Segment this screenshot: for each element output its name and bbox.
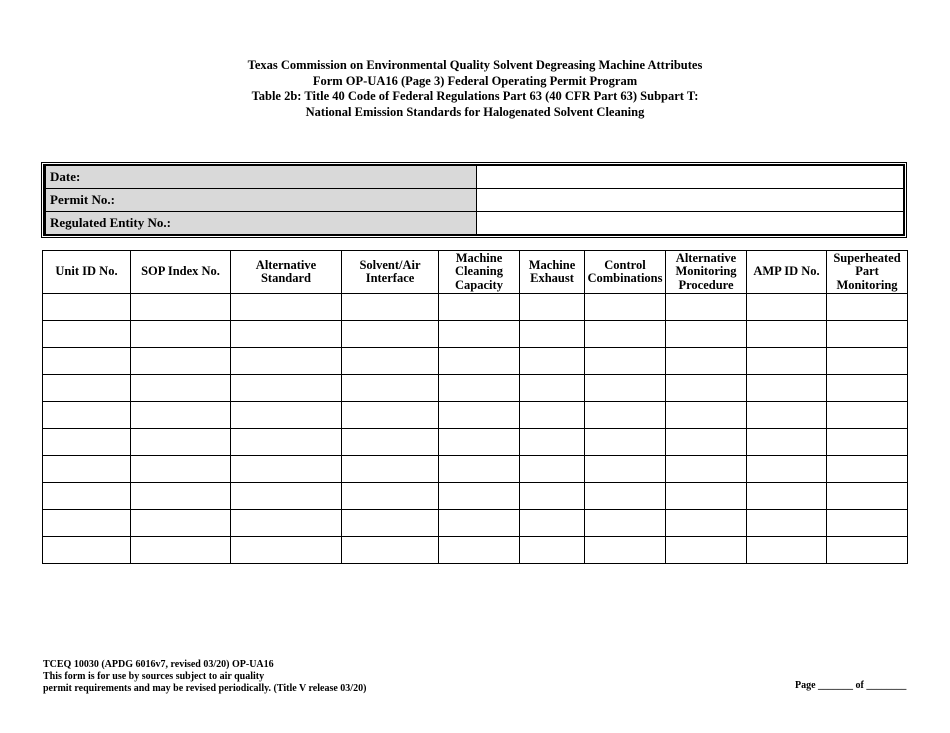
- attributes-table: [42, 250, 908, 564]
- table-cell[interactable]: [231, 510, 342, 537]
- title-line-2: Form OP-UA16 (Page 3) Federal Operating Permit Program: [312, 73, 638, 88]
- table-cell[interactable]: [231, 348, 342, 375]
- table-cell[interactable]: [43, 429, 131, 456]
- table-cell[interactable]: [131, 294, 231, 321]
- table-cell[interactable]: [585, 402, 666, 429]
- col-solvent-air-interface: Solvent/Air Interface: [342, 251, 439, 294]
- table-row: [43, 348, 908, 375]
- col-amp-id: AMP ID No.: [747, 251, 827, 294]
- table-cell[interactable]: [43, 483, 131, 510]
- table-cell[interactable]: [747, 456, 827, 483]
- table-cell[interactable]: [827, 537, 908, 564]
- table-cell[interactable]: [585, 510, 666, 537]
- table-row: [43, 321, 908, 348]
- table-cell[interactable]: [585, 348, 666, 375]
- footer-line-3: permit requirements and may be revised periodically. (Title V release 03/20): [43, 683, 367, 694]
- table-cell[interactable]: [747, 294, 827, 321]
- table-cell[interactable]: [520, 456, 585, 483]
- table-row: [43, 429, 908, 456]
- table-cell[interactable]: [131, 348, 231, 375]
- table-cell[interactable]: [520, 483, 585, 510]
- table-cell[interactable]: [342, 483, 439, 510]
- table-cell[interactable]: [520, 348, 585, 375]
- table-cell[interactable]: [43, 321, 131, 348]
- table-cell[interactable]: [666, 294, 747, 321]
- table-cell[interactable]: [827, 294, 908, 321]
- table-cell[interactable]: [585, 429, 666, 456]
- footer-note: [43, 659, 366, 695]
- table-cell[interactable]: [43, 294, 131, 321]
- table-cell[interactable]: [342, 321, 439, 348]
- table-cell[interactable]: [439, 402, 520, 429]
- table-cell[interactable]: [666, 510, 747, 537]
- table-cell[interactable]: [520, 321, 585, 348]
- table-cell[interactable]: [231, 375, 342, 402]
- table-cell[interactable]: [131, 402, 231, 429]
- table-cell[interactable]: [231, 402, 342, 429]
- table-cell[interactable]: [231, 537, 342, 564]
- table-cell[interactable]: [231, 429, 342, 456]
- table-cell[interactable]: [439, 456, 520, 483]
- table-cell[interactable]: [231, 294, 342, 321]
- table-cell[interactable]: [342, 375, 439, 402]
- table-cell[interactable]: [342, 402, 439, 429]
- table-cell[interactable]: [585, 483, 666, 510]
- table-cell[interactable]: [231, 483, 342, 510]
- table-cell[interactable]: [585, 375, 666, 402]
- col-machine-exhaust: Machine Exhaust: [520, 251, 585, 294]
- table-row: [43, 456, 908, 483]
- table-cell[interactable]: [43, 456, 131, 483]
- table-cell[interactable]: [342, 456, 439, 483]
- table-cell[interactable]: [131, 375, 231, 402]
- table-cell[interactable]: [585, 537, 666, 564]
- table-cell[interactable]: [827, 348, 908, 375]
- table-row: [43, 510, 908, 537]
- table-cell[interactable]: [439, 348, 520, 375]
- table-cell[interactable]: [747, 483, 827, 510]
- table-cell[interactable]: [520, 294, 585, 321]
- table-cell[interactable]: [439, 375, 520, 402]
- table-cell[interactable]: [520, 510, 585, 537]
- table-cell[interactable]: [666, 429, 747, 456]
- col-superheated-part-monitoring: Superheated Part Monitoring: [827, 251, 908, 294]
- table-cell[interactable]: [666, 375, 747, 402]
- table-cell[interactable]: [747, 375, 827, 402]
- table-cell[interactable]: [439, 510, 520, 537]
- title-line-3: Table 2b: Title 40 Code of Federal Regulations Part 63 (40 CFR Part 63) Subpart T:: [251, 89, 699, 103]
- date-label: Date:: [45, 166, 476, 189]
- table-cell[interactable]: [827, 375, 908, 402]
- table-cell[interactable]: [747, 537, 827, 564]
- table-cell[interactable]: [43, 402, 131, 429]
- table-cell[interactable]: [131, 510, 231, 537]
- table-cell[interactable]: [585, 456, 666, 483]
- col-control-combinations: Control Combinations: [585, 251, 666, 294]
- table-cell[interactable]: [666, 321, 747, 348]
- table-cell[interactable]: [439, 429, 520, 456]
- table-cell[interactable]: [131, 429, 231, 456]
- table-cell[interactable]: [666, 402, 747, 429]
- table-cell[interactable]: [666, 348, 747, 375]
- table-cell[interactable]: [666, 483, 747, 510]
- table-header-row: [43, 251, 908, 294]
- table-cell[interactable]: [342, 294, 439, 321]
- table-cell[interactable]: [342, 537, 439, 564]
- table-cell[interactable]: [342, 510, 439, 537]
- table-cell[interactable]: [827, 402, 908, 429]
- table-cell[interactable]: [747, 429, 827, 456]
- title-line-1: Texas Commission on Environmental Quality Solvent Degreasing Machine Attributes: [247, 58, 703, 72]
- table-cell[interactable]: [520, 429, 585, 456]
- table-cell[interactable]: [827, 483, 908, 510]
- footer-line-1: TCEQ 10030 (APDG 6016v7, revised 03/20) OP-UA16: [43, 659, 274, 670]
- table-cell[interactable]: [520, 537, 585, 564]
- table-cell[interactable]: [43, 537, 131, 564]
- table-cell[interactable]: [43, 348, 131, 375]
- table-cell[interactable]: [342, 429, 439, 456]
- date-field[interactable]: [476, 166, 904, 189]
- table-cell[interactable]: [827, 429, 908, 456]
- col-sop-index: SOP Index No.: [131, 251, 231, 294]
- table-row: [43, 402, 908, 429]
- table-cell[interactable]: [43, 375, 131, 402]
- table-cell[interactable]: [827, 321, 908, 348]
- regulated-entity-field[interactable]: [476, 212, 904, 235]
- table-row: [43, 294, 908, 321]
- col-machine-cleaning-capacity: Machine Cleaning Capacity: [439, 251, 520, 294]
- table-cell[interactable]: [131, 537, 231, 564]
- table-cell[interactable]: [342, 348, 439, 375]
- page-number: Page _______ of ________: [795, 680, 907, 691]
- table-row: [43, 537, 908, 564]
- table-cell[interactable]: [585, 321, 666, 348]
- table-cell[interactable]: [43, 510, 131, 537]
- table-cell[interactable]: [747, 510, 827, 537]
- col-alternative-standard: Alternative Standard: [231, 251, 342, 294]
- table-cell[interactable]: [520, 402, 585, 429]
- form-title: [0, 58, 950, 120]
- table-cell[interactable]: [131, 483, 231, 510]
- table-cell[interactable]: [131, 456, 231, 483]
- col-unit-id: Unit ID No.: [43, 251, 131, 294]
- table-cell[interactable]: [827, 456, 908, 483]
- table-cell[interactable]: [231, 321, 342, 348]
- table-cell[interactable]: [747, 321, 827, 348]
- table-cell[interactable]: [439, 483, 520, 510]
- permit-no-field[interactable]: [476, 189, 904, 212]
- col-alternative-monitoring-procedure: Alternative Monitoring Procedure: [666, 251, 747, 294]
- table-cell[interactable]: [666, 456, 747, 483]
- regulated-entity-label: Regulated Entity No.:: [45, 212, 476, 235]
- title-line-4: National Emission Standards for Halogenated Solvent Cleaning: [305, 104, 645, 119]
- table-cell[interactable]: [131, 321, 231, 348]
- table-cell[interactable]: [231, 456, 342, 483]
- table-cell[interactable]: [439, 537, 520, 564]
- footer-line-2: This form is for use by sources subject to air quality: [43, 671, 265, 682]
- table-row: [43, 483, 908, 510]
- table-cell[interactable]: [747, 402, 827, 429]
- table-cell[interactable]: [439, 321, 520, 348]
- table-cell[interactable]: [827, 510, 908, 537]
- table-cell[interactable]: [439, 294, 520, 321]
- info-box: [41, 162, 907, 238]
- table-row: [43, 375, 908, 402]
- table-cell[interactable]: [666, 537, 747, 564]
- permit-no-label: Permit No.:: [45, 189, 476, 212]
- table-cell[interactable]: [520, 375, 585, 402]
- table-cell[interactable]: [747, 348, 827, 375]
- table-cell[interactable]: [585, 294, 666, 321]
